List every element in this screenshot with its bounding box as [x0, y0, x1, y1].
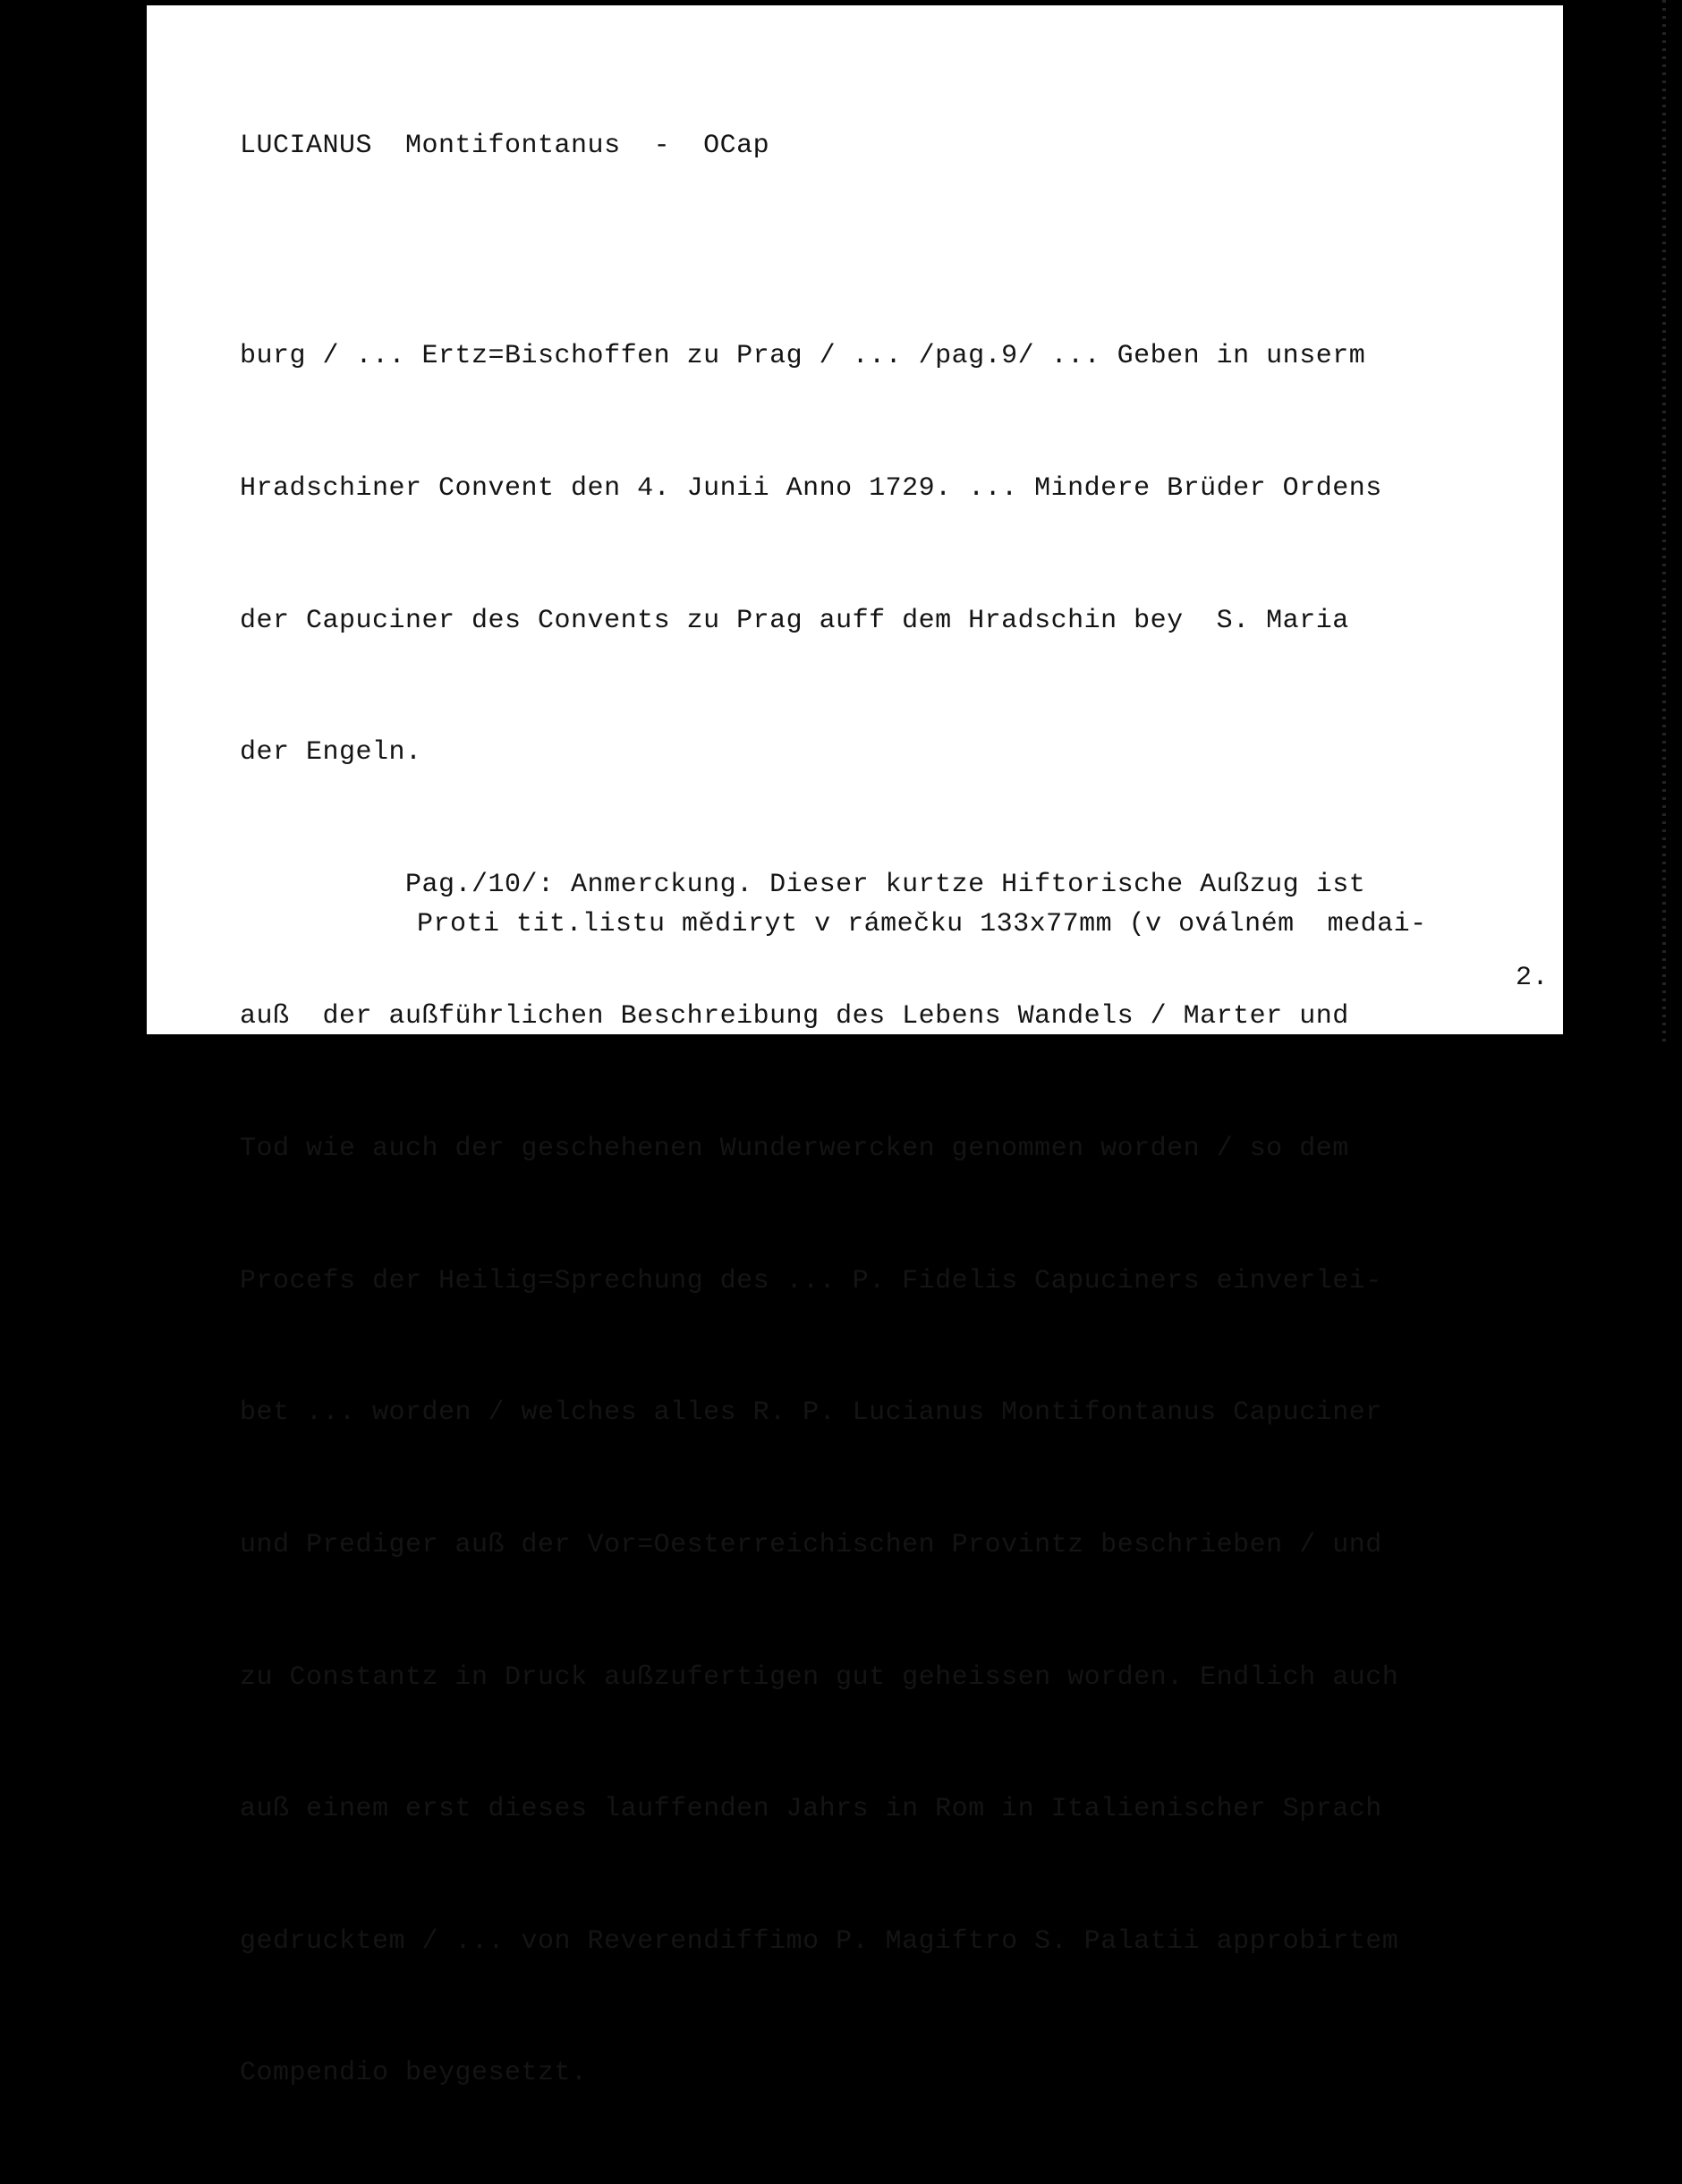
engraving-note: Proti tit.listu mědiryt v rámečku 133x77mm (v oválném medai- — [417, 909, 1427, 939]
body-line: auß der außführlichen Beschreibung des Lebens Wandels / Marter und — [240, 1001, 1349, 1033]
page-number: 2. — [1516, 963, 1550, 993]
scan-edge-marks — [1662, 0, 1666, 1041]
catalog-card — [147, 5, 1563, 2089]
body-line: Hradschiner Convent den 4. Junii Anno 1729. ... Mindere Brüder Ordens — [240, 473, 1382, 505]
body-line: und Prediger auß der Vor=Oesterreichischen Provintz beschrieben / und — [240, 1529, 1382, 1560]
body-line: Procefs der Heilig=Sprechung des ... P. Fidelis Capuciners einverlei- — [240, 1265, 1382, 1296]
body-line: Tod wie auch der geschehenen Wunderwercken genommen worden / so dem — [240, 1134, 1349, 1165]
card-heading: LUCIANUS Montifontanus - OCap — [240, 131, 770, 161]
body-line: der Capuciner des Convents zu Prag auff dem Hradschin bey S. Maria — [240, 605, 1349, 636]
body-line: Compendio beygesetzt. — [240, 2058, 588, 2089]
body-line: gedrucktem / ... von Reverendiffimo P. Magiftro S. Palatii approbirtem — [240, 1925, 1399, 1957]
body-line: zu Constantz in Druck außzufertigen gut geheissen worden. Endlich auch — [240, 1661, 1399, 1693]
body-line: auß einem erst dieses lauffenden Jahrs in Rom in Italienischer Sprach — [240, 1794, 1382, 1825]
body-line: Pag./10/: Anmerckung. Dieser kurtze Hiftorische Außzug ist — [240, 869, 1366, 900]
card-body — [240, 247, 1398, 2184]
body-line: bet ... worden / welches alles R. P. Lucianus Montifontanus Capuciner — [240, 1398, 1382, 1429]
body-line: burg / ... Ertz=Bischoffen zu Prag / ... /pag.9/ ... Geben in unserm — [240, 341, 1366, 372]
body-line: der Engeln. — [240, 737, 422, 769]
